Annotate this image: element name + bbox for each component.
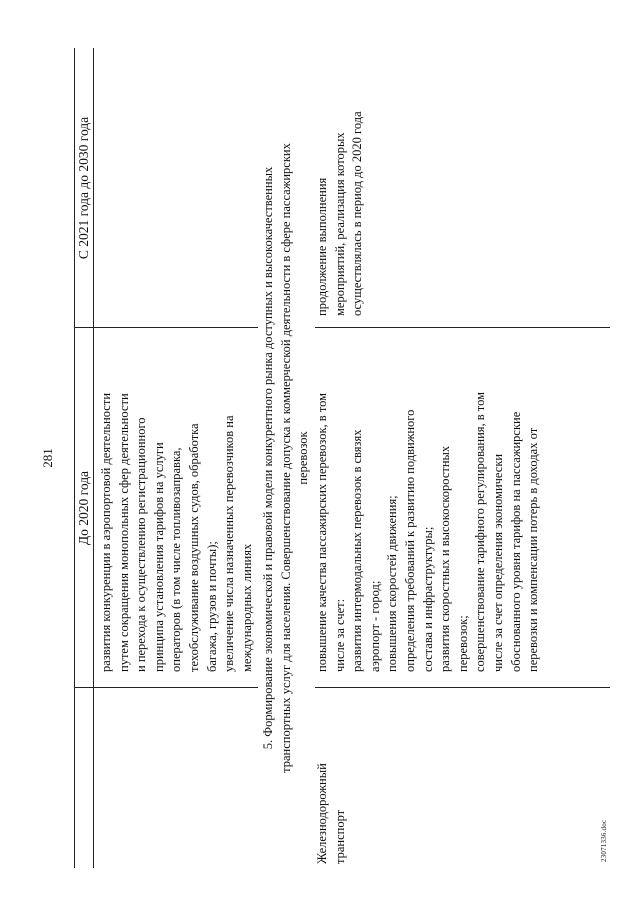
table-top-rule <box>74 48 75 868</box>
text-line: транспортных услуг для населения. Совершенствование допуска к коммерческой деятельности в сфере пассажирских <box>278 143 293 773</box>
text-line: и перехода к осуществлению регистрационного <box>134 417 149 672</box>
text-line: повышения скоростей движения; <box>385 495 400 672</box>
section-title <box>258 48 315 868</box>
text-line: повышение качества пассажирских перевозок, в том <box>315 392 329 672</box>
column-divider-2 <box>74 327 610 328</box>
text-line: Железнодорожный <box>315 763 329 864</box>
text-line: перевозки и компенсации потерь в доходах от <box>526 427 541 672</box>
text-line: путем сокращения монопольных сфер деятельности <box>116 393 131 672</box>
text-line: международных линиях <box>239 543 254 672</box>
text-line: совершенствование тарифного регулирования, в том <box>473 392 488 672</box>
text-line: определения требований к развитию подвижного <box>402 409 417 672</box>
text-line: развития интермодальных перевозок в связях <box>350 429 365 672</box>
continued-item-text <box>98 393 256 672</box>
header-bottom-rule <box>93 48 94 868</box>
text-line: операторов (в том числе топливозаправка, <box>169 447 184 672</box>
header-2021-2030: С 2021 года до 2030 года <box>76 116 91 260</box>
text-line: осуществлялась в период до 2020 года <box>350 111 365 316</box>
text-line: продолжение выполнения <box>315 177 329 316</box>
railway-name <box>314 763 349 864</box>
railway-2021-2030-text <box>314 111 367 316</box>
text-line: перевозок <box>296 431 311 485</box>
text-line: числе за счет определения экономически <box>490 453 505 672</box>
text-line: принципа установления тарифов на услуги <box>151 442 166 672</box>
text-line: техобслуживание воздушных судов, обработка <box>186 423 201 672</box>
header-until-2020: До 2020 года <box>76 470 91 546</box>
text-line: увеличение числа назначенных перевозчиков на <box>222 415 237 672</box>
column-divider-1 <box>74 687 610 688</box>
text-line: развития скоростных и высокоскоростных <box>438 445 453 672</box>
page-number: 281 <box>40 448 55 468</box>
text-line: развития конкуренции в аэропортовой деятельности <box>99 392 113 672</box>
text-line: транспорт <box>332 809 347 864</box>
footer-file-code: 23071336.doc <box>600 819 608 862</box>
text-line: 5. Формирование экономической и правовой модели конкурентного рынка доступных и высококачественных <box>261 166 275 750</box>
text-line: числе за счет: <box>332 598 347 672</box>
text-line: аэропорт - город; <box>367 580 382 672</box>
rotated-table-sheet <box>30 48 610 868</box>
text-line: багажа, грузов и почты); <box>204 541 219 672</box>
text-line: обоснованного уровня тарифов на пассажирские <box>508 411 523 672</box>
railway-until-2020-text <box>314 392 543 672</box>
text-line: состава и инфраструктуры; <box>420 526 435 672</box>
text-line: перевозок; <box>455 615 470 672</box>
text-line: мероприятий, реализация которых <box>332 132 347 316</box>
